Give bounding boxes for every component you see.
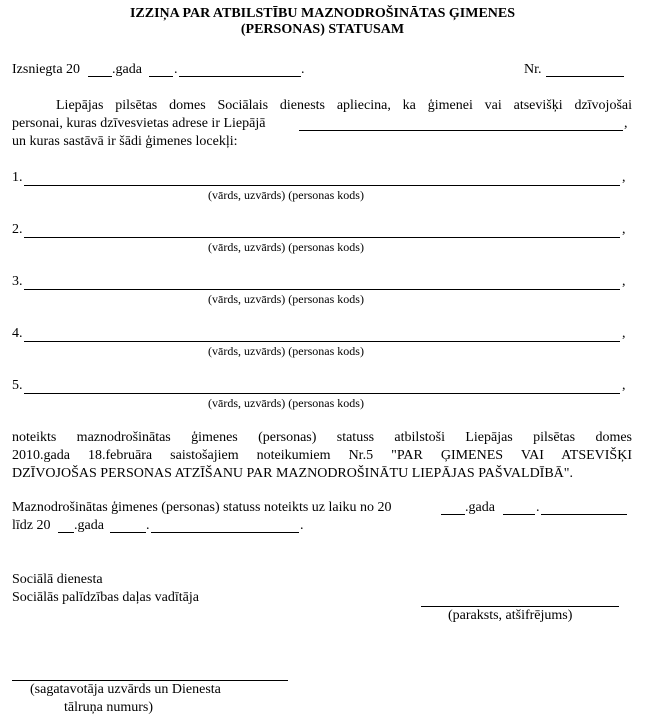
period-from-day-field[interactable] (503, 514, 535, 515)
member-4-field[interactable] (24, 341, 620, 342)
member-caption: (vārds, uzvārds) (personas kods) (208, 188, 364, 202)
document-title-line1: IZZIŅA PAR ATBILSTĪBU MAZNODROŠINĀTAS ĢIMENES (129, 6, 516, 21)
member-number: 2. (12, 222, 23, 237)
period-line1-prefix: Maznodrošinātas ģimenes (personas) statuss noteikts uz laiku no 20 (12, 500, 392, 515)
member-end: , (622, 326, 626, 341)
member-end: , (622, 222, 626, 237)
period-line2-end: . (300, 518, 304, 533)
member-end: , (622, 378, 626, 393)
member-caption: (vārds, uzvārds) (personas kods) (208, 240, 364, 254)
period-line2-prefix: līdz 20 (12, 518, 51, 533)
signature-position: Sociālās palīdzības daļas vadītāja (12, 590, 199, 605)
period-to-month-field[interactable] (151, 532, 299, 533)
period-to-year-field[interactable] (58, 532, 74, 533)
member-3-field[interactable] (24, 289, 620, 290)
member-number: 1. (12, 170, 23, 185)
issued-end: . (301, 62, 305, 77)
member-number: 4. (12, 326, 23, 341)
member-number: 3. (12, 274, 23, 289)
member-caption: (vārds, uzvārds) (personas kods) (208, 344, 364, 358)
issued-day-field[interactable] (149, 76, 173, 77)
intro-line2-end: , (624, 116, 628, 131)
statement-line2: 2010.gada 18.februāra saistošajiem noteikumiem Nr.5 "PAR ĢIMENES VAI ATSEVIŠĶI (12, 448, 632, 463)
address-field[interactable] (299, 130, 623, 131)
issued-year-field[interactable] (88, 76, 112, 77)
signature-caption: (paraksts, atšifrējums) (448, 608, 573, 623)
member-5-field[interactable] (24, 393, 620, 394)
nr-field[interactable] (546, 76, 624, 77)
preparer-caption-line1: (sagatavotāja uzvārds un Dienesta (30, 682, 221, 697)
intro-line3: un kuras sastāvā ir šādi ģimenes locekļi: (12, 134, 238, 149)
document-title-line2: (PERSONAS) STATUSAM (240, 22, 405, 37)
intro-line2: personai, kuras dzīvesvietas adrese ir Liepājā (12, 116, 266, 131)
period-from-month-field[interactable] (541, 514, 627, 515)
member-end: , (622, 274, 626, 289)
statement-line3: DZĪVOJOŠAS PERSONAS ATZĪŠANU PAR MAZNODROŠINĀTU LIEPĀJAS PAŠVALDĪBĀ". (12, 466, 574, 481)
period-to-day-field[interactable] (110, 532, 146, 533)
issued-dot: . (174, 62, 178, 77)
preparer-field[interactable] (12, 680, 288, 681)
period-dot: . (536, 500, 540, 515)
preparer-caption-line2: tālruņa numurs) (64, 700, 154, 715)
issued-gada-label: .gada (112, 62, 142, 77)
period-from-year-field[interactable] (441, 514, 465, 515)
member-1-field[interactable] (24, 185, 620, 186)
member-caption: (vārds, uzvārds) (personas kods) (208, 292, 364, 306)
member-caption: (vārds, uzvārds) (personas kods) (208, 396, 364, 410)
nr-label: Nr. (524, 62, 542, 77)
period-gada-label: .gada (465, 500, 495, 515)
issued-prefix: Izsniegta 20 (12, 62, 81, 77)
member-2-field[interactable] (24, 237, 620, 238)
intro-line1: Liepājas pilsētas domes Sociālais dienests apliecina, ka ģimenei vai atsevišķi dzīvojošai (56, 98, 632, 113)
statement-line1: noteikts maznodrošinātas ģimenes (personas) statuss atbilstoši Liepājas pilsētas domes (12, 430, 632, 445)
signature-field[interactable] (421, 606, 619, 607)
period-line2-dot: . (146, 518, 150, 533)
member-end: , (622, 170, 626, 185)
period-line2-gada: .gada (74, 518, 104, 533)
issued-month-field[interactable] (179, 76, 301, 77)
signature-dept: Sociālā dienesta (12, 572, 103, 587)
member-number: 5. (12, 378, 23, 393)
